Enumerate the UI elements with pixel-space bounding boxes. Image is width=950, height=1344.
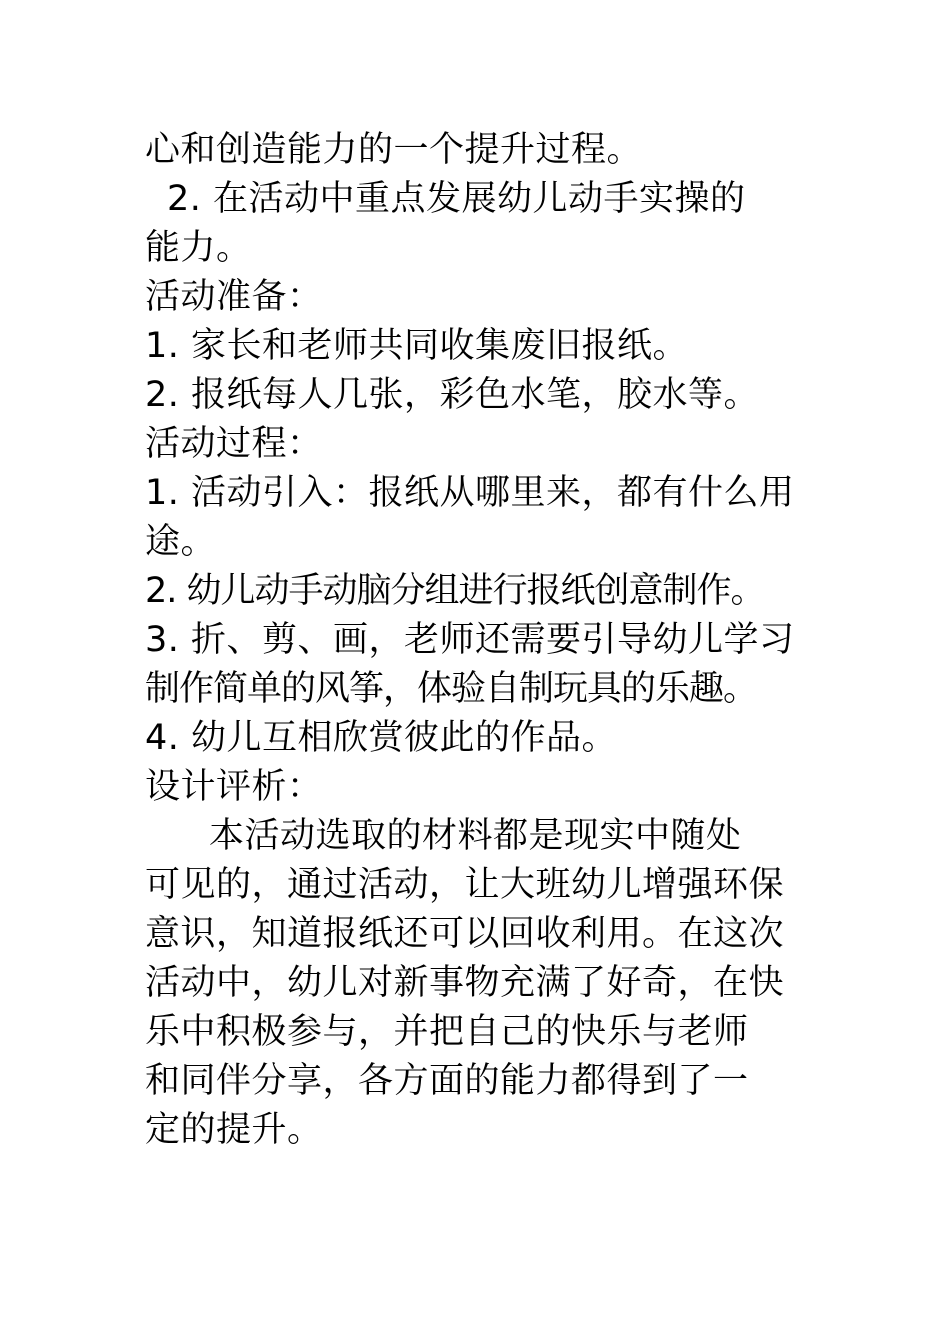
- analysis-paragraph-line: 定的提升。: [145, 1110, 323, 1150]
- section-heading-analysis: 设计评析：: [145, 767, 323, 807]
- goal-item-2: 2. 在活动中重点发展幼儿动手实操的: [167, 179, 746, 219]
- analysis-paragraph-line: 本活动选取的材料都是现实中随处: [209, 816, 742, 856]
- process-item-3: 3. 折、剪、画，老师还需要引导幼儿学习: [145, 620, 795, 660]
- paragraph-line: 能力。: [145, 228, 252, 268]
- analysis-paragraph-line: 意识，知道报纸还可以回收利用。在这次: [145, 914, 785, 954]
- paragraph-line: 制作简单的风筝，体验自制玩具的乐趣。: [145, 669, 758, 709]
- process-item-2: 2. 幼儿动手动脑分组进行报纸创意制作。: [145, 571, 765, 611]
- preparation-item-2: 2. 报纸每人几张，彩色水笔，胶水等。: [145, 375, 760, 415]
- document-body: [145, 126, 825, 1155]
- paragraph-line: 心和创造能力的一个提升过程。: [145, 130, 643, 170]
- analysis-paragraph-line: 活动中，幼儿对新事物充满了好奇，在快: [145, 963, 785, 1003]
- process-item-1: 1. 活动引入：报纸从哪里来，都有什么用: [145, 473, 795, 513]
- paragraph-line: 途。: [145, 522, 217, 562]
- analysis-paragraph-line: 和同伴分享，各方面的能力都得到了一: [145, 1061, 749, 1101]
- section-heading-process: 活动过程：: [145, 424, 323, 464]
- analysis-paragraph-line: 乐中积极参与，并把自己的快乐与老师: [145, 1012, 749, 1052]
- preparation-item-1: 1. 家长和老师共同收集废旧报纸。: [145, 326, 689, 366]
- section-heading-preparation: 活动准备：: [145, 277, 323, 317]
- analysis-paragraph-line: 可见的，通过活动，让大班幼儿增强环保: [145, 865, 785, 905]
- process-item-4: 4. 幼儿互相欣赏彼此的作品。: [145, 718, 618, 758]
